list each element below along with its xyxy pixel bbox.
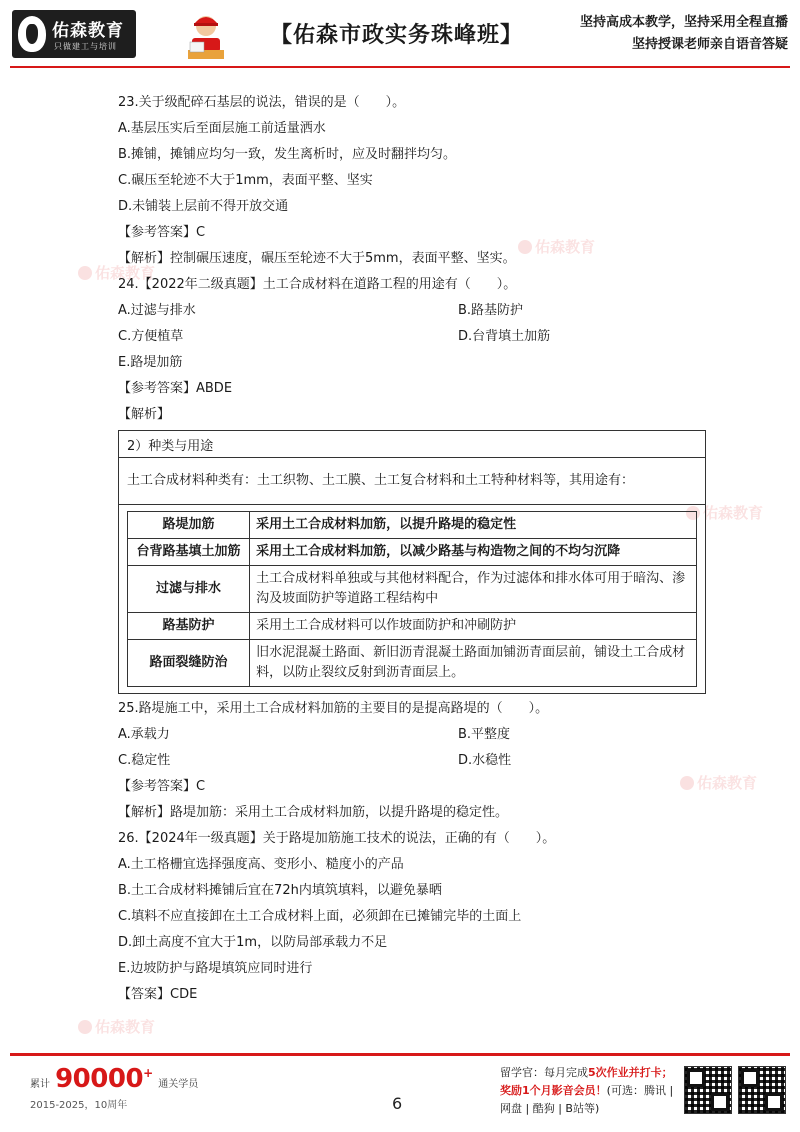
question-stem: 24.【2022年二级真题】土工合成材料在道路工程的用途有（ ）。 xyxy=(118,277,517,292)
brand-logo xyxy=(12,10,136,58)
option-a: A.承载力 xyxy=(118,727,170,742)
usage-table xyxy=(127,511,697,687)
student-count: 90000 xyxy=(55,1064,144,1094)
count-suffix: 通关学员 xyxy=(158,1079,199,1090)
usage-name: 过滤与排水 xyxy=(128,566,250,613)
header-title: 【佑森市政实务珠峰班】 xyxy=(270,23,524,48)
table-row xyxy=(128,640,697,687)
reference-answer: 【参考答案】C xyxy=(118,225,206,240)
page-header xyxy=(0,0,800,70)
page-content xyxy=(118,90,700,1008)
watermark: 佑森教育 xyxy=(78,262,155,283)
mascot-icon xyxy=(184,12,228,60)
header-slogan-2: 坚持授课老师亲自语音答疑 xyxy=(631,37,788,52)
reference-answer: 【答案】CDE xyxy=(118,987,198,1002)
option-row xyxy=(118,324,700,350)
page-number: 6 xyxy=(392,1094,403,1113)
logo-mark-icon xyxy=(18,16,46,52)
option-c: C.碾压至轮迹不大于1mm，表面平整、坚实 xyxy=(118,173,373,188)
question-stem: 25.路堤施工中，采用土工合成材料加筋的主要目的是提高路堤的（ ）。 xyxy=(118,701,549,716)
option-a: A.基层压实后至面层施工前适量洒水 xyxy=(118,121,326,136)
table-row xyxy=(128,566,697,613)
option-e: E.边坡防护与路堤填筑应同时进行 xyxy=(118,961,313,976)
promo-text: 网盘 | 酷狗 | B站等) xyxy=(500,1102,600,1115)
option-d: D.台背填土加筋 xyxy=(458,329,551,344)
option-a: A.过滤与排水 xyxy=(118,303,196,318)
header-slogan-1: 坚持高成本教学，坚持采用全程直播 xyxy=(579,15,788,30)
qr-code-icon xyxy=(684,1066,732,1114)
reference-answer: 【参考答案】C xyxy=(118,779,206,794)
usage-name: 路堤加筋 xyxy=(128,512,250,539)
usage-desc: 采用土工合成材料加筋，以减少路基与构造物之间的不均匀沉降 xyxy=(250,539,697,566)
analysis-table xyxy=(118,430,706,694)
question-stem: 26.【2024年一级真题】关于路堤加筋施工技术的说法，正确的有（ ）。 xyxy=(118,831,556,846)
count-plus: + xyxy=(143,1066,154,1080)
option-b: B.路基防护 xyxy=(458,303,524,318)
option-b: B.平整度 xyxy=(458,727,511,742)
option-b: B.摊铺，摊铺应均匀一致，发生离析时，应及时翻拌均匀。 xyxy=(118,147,457,162)
option-a: A.土工格栅宜选择强度高、变形小、糙度小的产品 xyxy=(118,857,404,872)
promo-highlight: 5次作业并打卡； xyxy=(588,1066,673,1079)
analysis: 【解析】控制碾压速度，碾压至轮迹不大于5mm，表面平整、坚实。 xyxy=(118,251,516,266)
header-slogans xyxy=(580,12,788,56)
usage-desc: 土工合成材料单独或与其他材料配合，作为过滤体和排水体可用于暗沟、渗沟及坡面防护等道路工程结构中 xyxy=(250,566,697,613)
header-divider xyxy=(10,66,790,68)
option-row xyxy=(118,748,700,774)
footer-stats xyxy=(30,1064,198,1111)
watermark: 佑森教育 xyxy=(680,772,757,793)
option-row xyxy=(118,722,700,748)
usage-desc: 采用土工合成材料可以作坡面防护和冲刷防护 xyxy=(250,613,697,640)
analysis-label: 【解析】 xyxy=(118,407,171,422)
option-e: E.路堤加筋 xyxy=(118,355,183,370)
footer-promo xyxy=(500,1064,673,1118)
usage-name: 路面裂缝防治 xyxy=(128,640,250,687)
option-row xyxy=(118,298,700,324)
option-d: D.卸土高度不宜大于1m，以防局部承载力不足 xyxy=(118,935,388,950)
promo-highlight: 奖励1个月影音会员！ xyxy=(500,1084,607,1097)
table-heading: 2）种类与用途 xyxy=(119,431,706,458)
table-row xyxy=(128,512,697,539)
watermark: 佑森教育 xyxy=(686,502,763,523)
qr-code-icon xyxy=(738,1066,786,1114)
footer-divider xyxy=(10,1053,790,1056)
promo-text: 留学官：每月完成 xyxy=(500,1066,588,1079)
table-intro: 土工合成材料种类有：土工织物、土工膜、土工复合材料和土工特种材料等，其用途有： xyxy=(119,458,706,505)
table-row xyxy=(128,539,697,566)
logo-name: 佑森教育 xyxy=(52,21,124,41)
count-prefix: 累计 xyxy=(30,1079,50,1090)
question-stem: 23.关于级配碎石基层的说法，错误的是（ ）。 xyxy=(118,95,406,110)
reference-answer: 【参考答案】ABDE xyxy=(118,381,233,396)
usage-name: 台背路基填土加筋 xyxy=(128,539,250,566)
promo-text: (可选：腾讯 | xyxy=(606,1084,674,1097)
usage-name: 路基防护 xyxy=(128,613,250,640)
option-c: C.稳定性 xyxy=(118,753,171,768)
analysis: 【解析】路堤加筋：采用土工合成材料加筋，以提升路堤的稳定性。 xyxy=(118,805,509,820)
option-c: C.填料不应直接卸在土工合成材料上面，必须卸在已摊铺完毕的土面上 xyxy=(118,909,522,924)
table-row xyxy=(128,613,697,640)
years-label: 2015-2025，10周年 xyxy=(30,1100,128,1111)
watermark: 佑森教育 xyxy=(518,236,595,257)
usage-desc: 采用土工合成材料加筋，以提升路堤的稳定性 xyxy=(250,512,697,539)
option-c: C.方便植草 xyxy=(118,329,184,344)
watermark: 佑森教育 xyxy=(78,1016,155,1037)
logo-slogan: 只做建工与培训 xyxy=(54,42,117,51)
usage-desc: 旧水泥混凝土路面、新旧沥青混凝土路面加铺沥青面层前，铺设土工合成材料，以防止裂纹反射到沥青面层上。 xyxy=(250,640,697,687)
option-d: D.未铺装上层前不得开放交通 xyxy=(118,199,289,214)
option-b: B.土工合成材料摊铺后宜在72h内填筑填料，以避免暴晒 xyxy=(118,883,442,898)
option-d: D.水稳性 xyxy=(458,753,512,768)
